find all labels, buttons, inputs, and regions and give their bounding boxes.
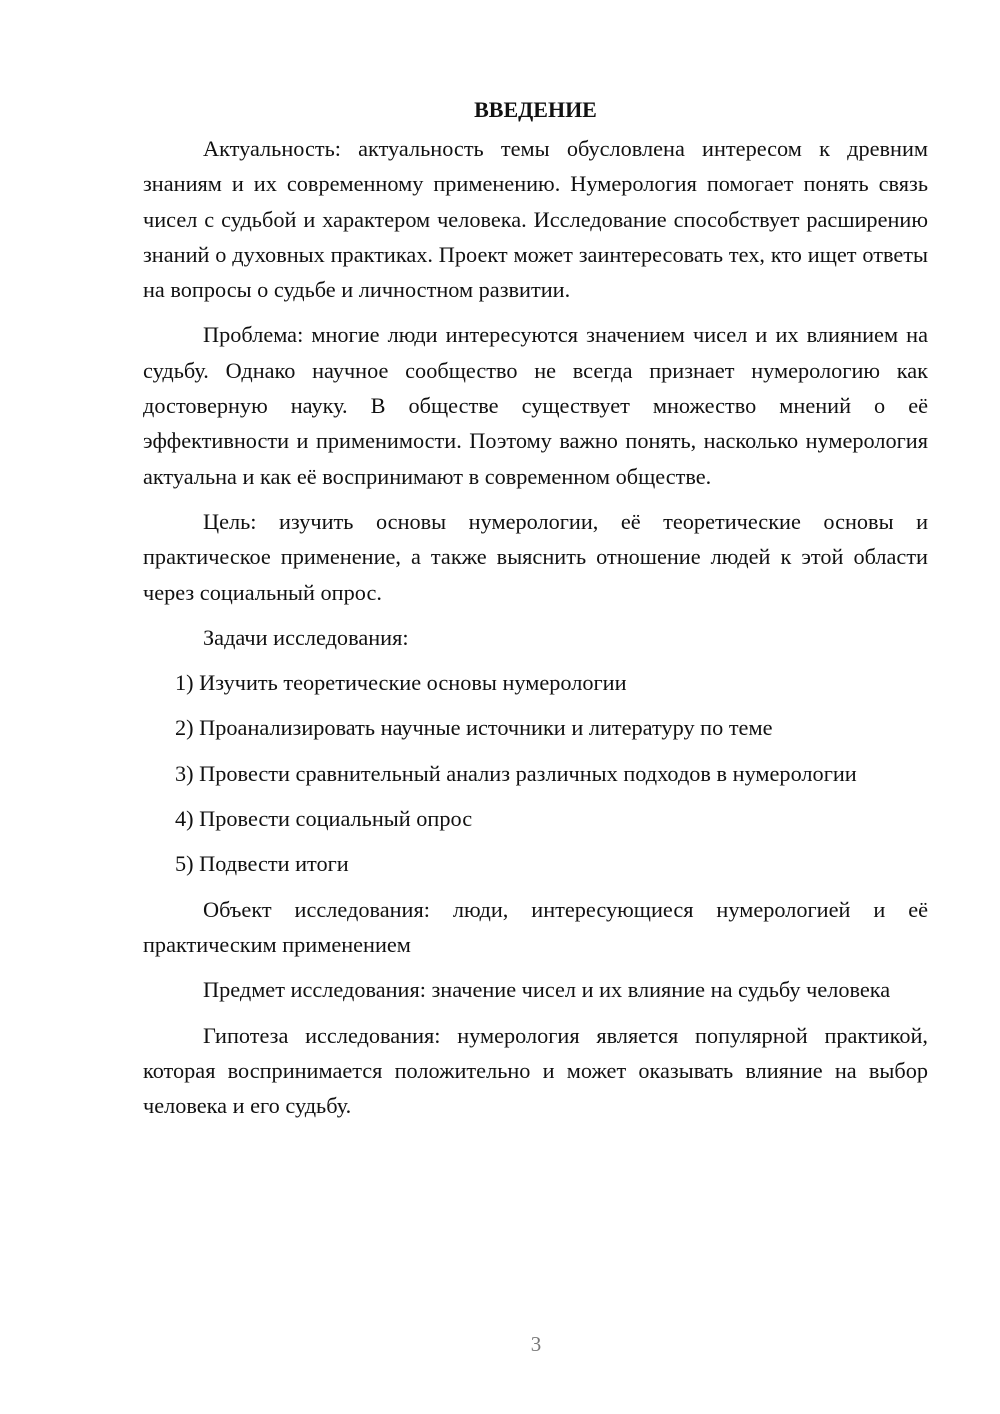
paragraph-relevance: Актуальность: актуальность темы обусловлена интересом к древним знаниям и их современному применению. Нумерология помогает понять связь чисел с судьбой и характером человека. Исследование способствует расширению знаний о духовных практиках. Проект может заинтересовать тех, кто ищет ответы на вопросы о судьбе и личностном развитии.: [143, 136, 928, 303]
paragraph-goal: Цель: изучить основы нумерологии, её теоретические основы и практическое применение, а также выяснить отношение людей к этой области через социальный опрос.: [143, 508, 928, 605]
task-item-5: 5) Подвести итоги: [175, 851, 349, 877]
tasks-title: Задачи исследования:: [203, 624, 409, 650]
task-item-3: 3) Провести сравнительный анализ различных подходов в нумерологии: [175, 760, 857, 786]
task-item-1: 1) Изучить теоретические основы нумерологии: [175, 670, 627, 696]
paragraph-object: Объект исследования: люди, интересующиеся нумерологией и её практическим применением: [143, 896, 928, 957]
page-content: [143, 92, 928, 1133]
task-item-2: 2) Проанализировать научные источники и литературу по теме: [175, 715, 773, 741]
paragraph-problem: Проблема: многие люди интересуются значением чисел и их влиянием на судьбу. Однако научное сообщество не всегда признает нумерологию как достоверную науку. В обществе существует множество мнений о её эффективности и применимости. Поэтому важно понять, насколько нумерология актуальна и как её воспринимают в современном обществе.: [143, 322, 928, 489]
paragraph-subject: Предмет исследования: значение чисел и их влияние на судьбу человека: [203, 977, 891, 1003]
paragraph-hypothesis: Гипотеза исследования: нумерология является популярной практикой, которая воспринимается положительно и может оказывать влияние на выбор человека и его судьбу.: [143, 1022, 928, 1119]
task-item-4: 4) Провести социальный опрос: [175, 806, 473, 832]
page-number: 3: [530, 1332, 542, 1356]
section-heading: ВВЕДЕНИЕ: [474, 97, 597, 122]
